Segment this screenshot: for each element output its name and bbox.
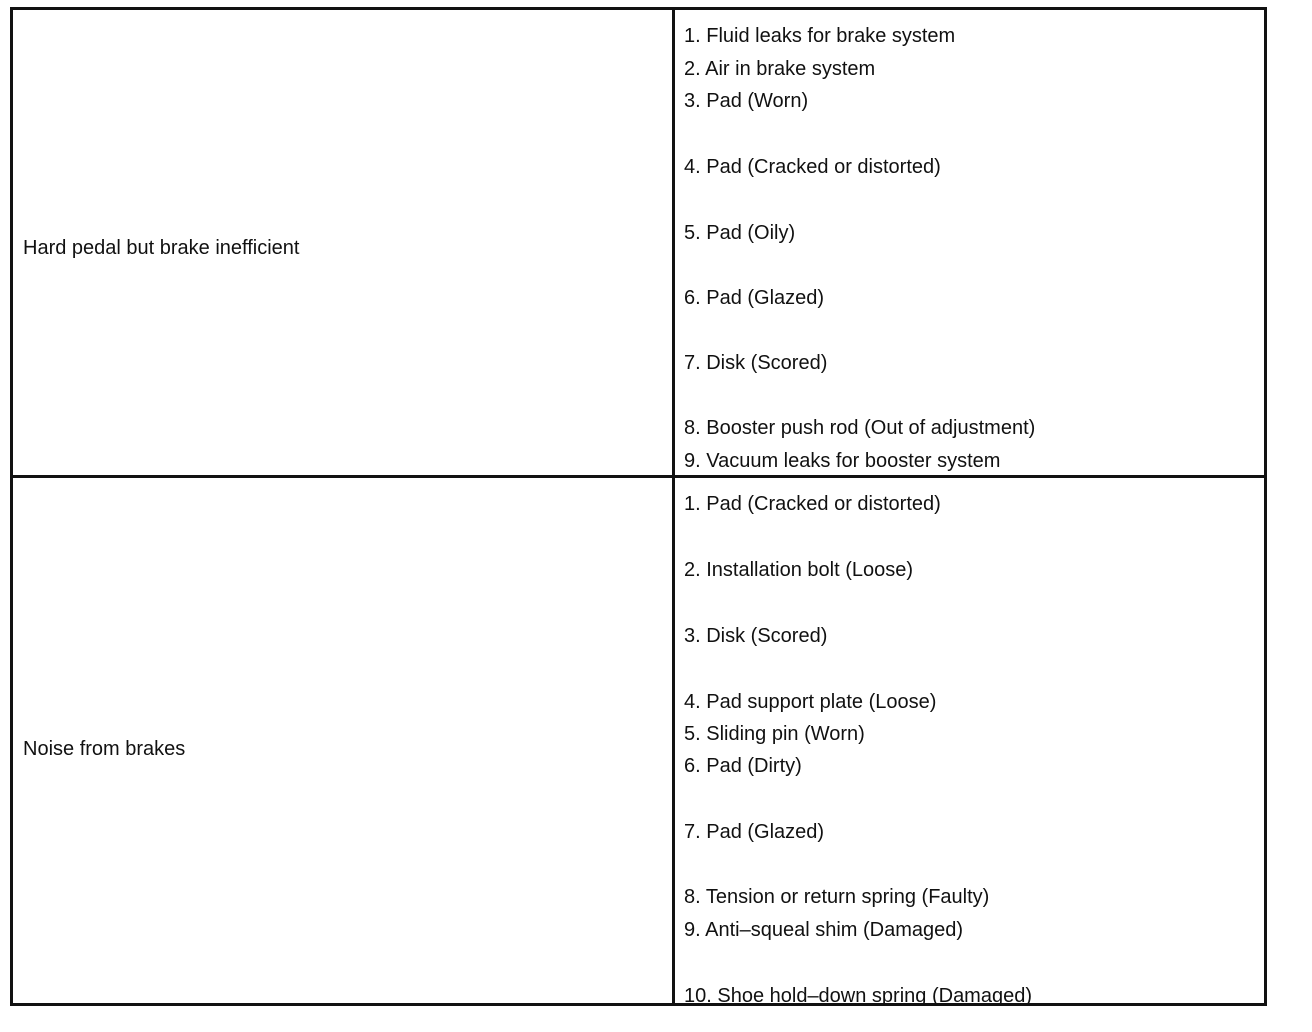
cause-item: 2. Air in brake system <box>684 58 876 80</box>
table-row <box>13 10 1264 478</box>
causes-list <box>684 478 1264 1006</box>
cause-item: 6. Pad (Dirty) <box>684 755 802 777</box>
cause-item: 5. Sliding pin (Worn) <box>684 723 865 745</box>
cause-item: 3. Pad (Worn) <box>684 90 809 112</box>
troubleshooting-table <box>10 7 1267 1006</box>
cause-item: 8. Booster push rod (Out of adjustment) <box>684 417 1036 439</box>
cause-item: 8. Tension or return spring (Faulty) <box>684 886 990 908</box>
cause-item: 10. Shoe hold–down spring (Damaged) <box>684 985 1032 1007</box>
cause-item: 5. Pad (Oily) <box>684 222 796 244</box>
column-divider <box>672 478 675 1006</box>
symptom-cell: Hard pedal but brake inefficient <box>23 237 300 259</box>
column-divider <box>672 10 675 475</box>
cause-item: 9. Vacuum leaks for booster system <box>684 450 1001 472</box>
cause-item: 7. Disk (Scored) <box>684 352 828 374</box>
cause-item: 7. Pad (Glazed) <box>684 821 825 843</box>
cause-item: 1. Pad (Cracked or distorted) <box>684 493 941 515</box>
cause-item: 9. Anti–squeal shim (Damaged) <box>684 919 964 941</box>
causes-list <box>684 10 1264 475</box>
cause-item: 6. Pad (Glazed) <box>684 287 825 309</box>
table-row <box>13 478 1264 1006</box>
cause-item: 4. Pad (Cracked or distorted) <box>684 156 941 178</box>
cause-item: 1. Fluid leaks for brake system <box>684 25 956 47</box>
symptom-cell: Noise from brakes <box>23 738 186 760</box>
cause-item: 4. Pad support plate (Loose) <box>684 691 937 713</box>
cause-item: 2. Installation bolt (Loose) <box>684 559 914 581</box>
cause-item: 3. Disk (Scored) <box>684 625 828 647</box>
